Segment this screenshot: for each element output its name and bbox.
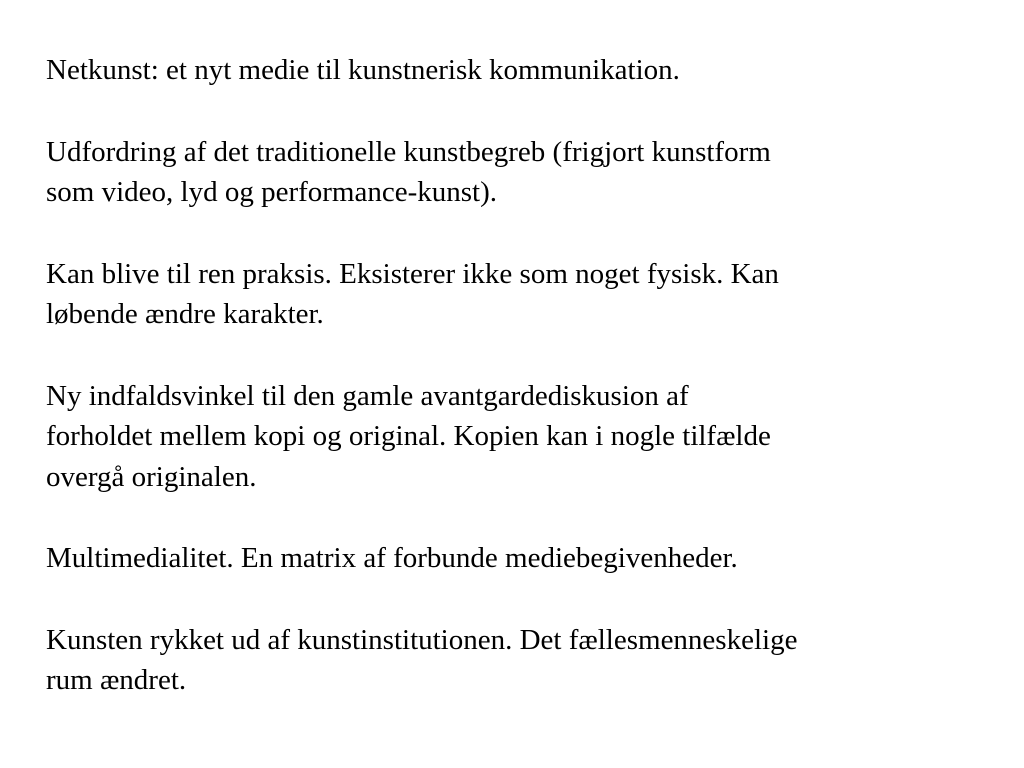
paragraph-line: Netkunst: et nyt medie til kunstnerisk kommunikation. (46, 54, 680, 86)
paragraph-line: forholdet mellem kopi og original. Kopien kan i nogle tilfælde (46, 420, 771, 452)
paragraph-line: overgå originalen. (46, 460, 257, 493)
paragraph-line: som video, lyd og performance-kunst). (46, 176, 498, 208)
paragraph-line: Multimedialitet. En matrix af forbunde mediebegivenheder. (46, 542, 738, 574)
paragraph-netkunst (46, 50, 986, 91)
paragraph-multimedialitet (46, 538, 986, 579)
paragraph-kunstbegreb (46, 132, 986, 213)
slide-text-body (46, 50, 986, 701)
paragraph-line: Kan blive til ren praksis. Eksisterer ikke som noget fysisk. Kan (46, 257, 779, 290)
paragraph-line: rum ændret. (46, 664, 187, 696)
paragraph-kunstinstitution (46, 620, 986, 701)
paragraph-line: Kunsten rykket ud af kunstinstitutionen. Det fællesmenneskelige (46, 623, 798, 656)
paragraph-praksis (46, 254, 986, 335)
paragraph-line: løbende ændre karakter. (46, 298, 324, 330)
paragraph-avantgarde (46, 376, 986, 498)
paragraph-line: Ny indfaldsvinkel til den gamle avantgardediskusion af (46, 379, 689, 412)
paragraph-line: Udfordring af det traditionelle kunstbegreb (frigjort kunstform (46, 135, 771, 168)
